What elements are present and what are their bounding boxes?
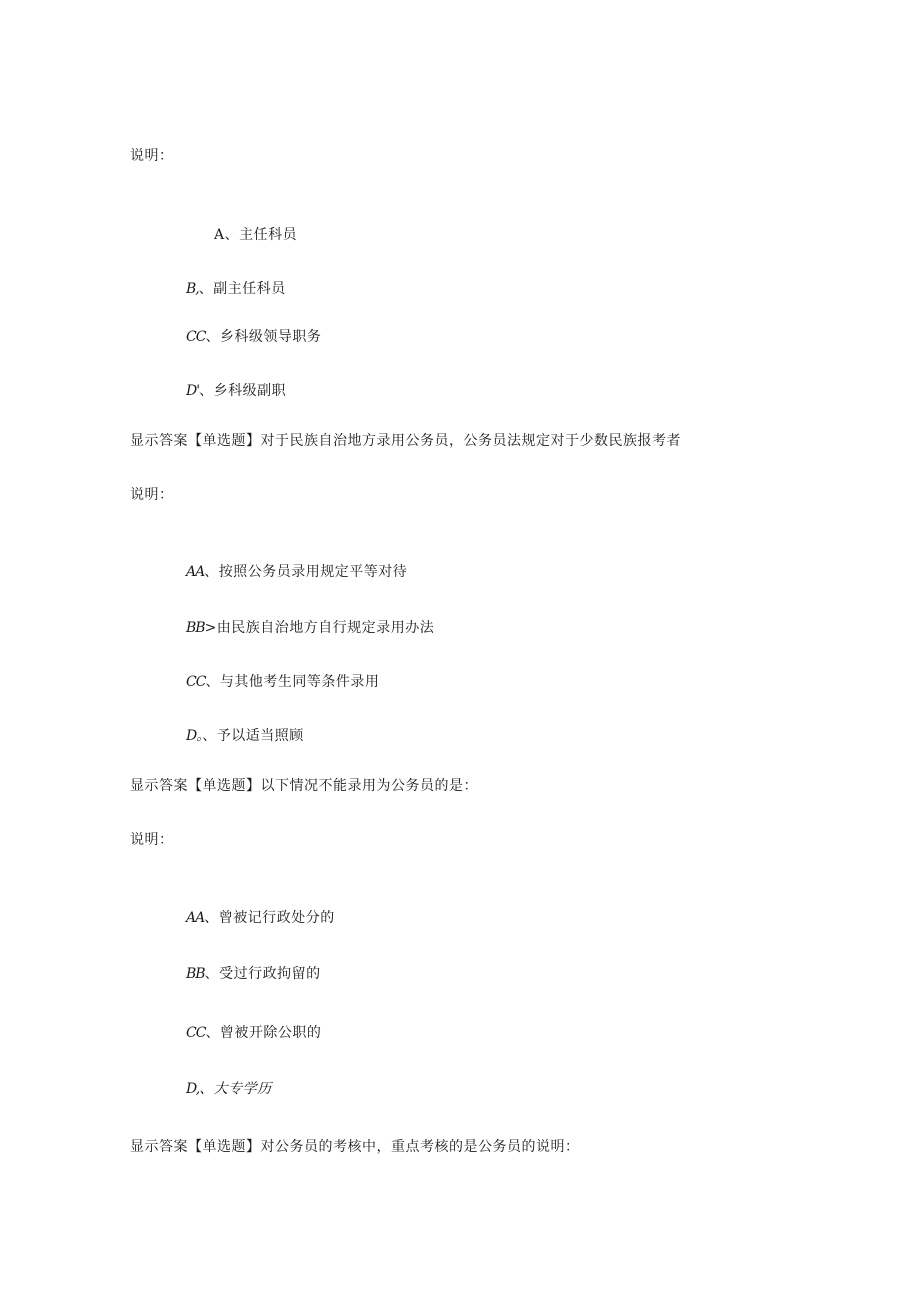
option-marker: D,	[186, 1081, 200, 1097]
question-text: 显示答案【单选题】对公务员的考核中，重点考核的是公务员的说明：	[130, 1139, 580, 1155]
option-marker: CC	[186, 1025, 206, 1041]
option-marker: D。	[186, 728, 203, 744]
option-text: 、乡科级领导职务	[205, 329, 322, 345]
option-a	[186, 562, 407, 582]
option-text: 、副主任科员	[198, 281, 286, 297]
option-b	[186, 964, 321, 984]
option-marker: AA	[186, 910, 205, 926]
option-b	[186, 618, 434, 638]
option-marker: AA	[186, 564, 205, 580]
option-c	[186, 1023, 321, 1043]
option-text: 、曾被记行政处分的	[204, 910, 335, 926]
explain-label: 说明：	[130, 832, 174, 848]
option-text: >由民族自治地方自行规定录用办法	[204, 620, 435, 636]
option-text: A、主任科员	[214, 227, 298, 243]
option-marker: CC	[186, 674, 206, 690]
option-marker: BB	[186, 966, 205, 982]
option-text: 、受过行政拘留的	[204, 966, 321, 982]
option-marker: CC	[186, 329, 206, 345]
question-text: 显示答案【单选题】对于民族自治地方录用公务员，公务员法规定对于少数民族报考者	[130, 433, 681, 449]
option-a	[214, 225, 297, 245]
option-b	[186, 279, 286, 299]
question-text: 显示答案【单选题】以下情况不能录用为公务员的是：	[130, 778, 478, 794]
option-a	[186, 908, 335, 928]
option-text: 、曾被开除公职的	[205, 1025, 322, 1041]
option-text: 、予以适当照顾	[202, 728, 304, 744]
option-d	[186, 381, 286, 401]
explain-label: 说明：	[130, 487, 174, 503]
option-text: 、按照公务员录用规定平等对待	[204, 564, 408, 580]
explain-label: 说明：	[130, 148, 174, 164]
option-text: 、与其他考生同等条件录用	[205, 674, 380, 690]
option-text: 、大专学历	[199, 1081, 272, 1097]
option-marker: B,	[186, 281, 199, 297]
option-marker: D'	[186, 383, 200, 399]
option-c	[186, 327, 321, 347]
option-text: 、乡科级副职	[199, 383, 287, 399]
option-d	[186, 726, 304, 746]
option-d	[186, 1079, 272, 1099]
option-marker: BB	[186, 620, 205, 636]
option-c	[186, 672, 379, 692]
